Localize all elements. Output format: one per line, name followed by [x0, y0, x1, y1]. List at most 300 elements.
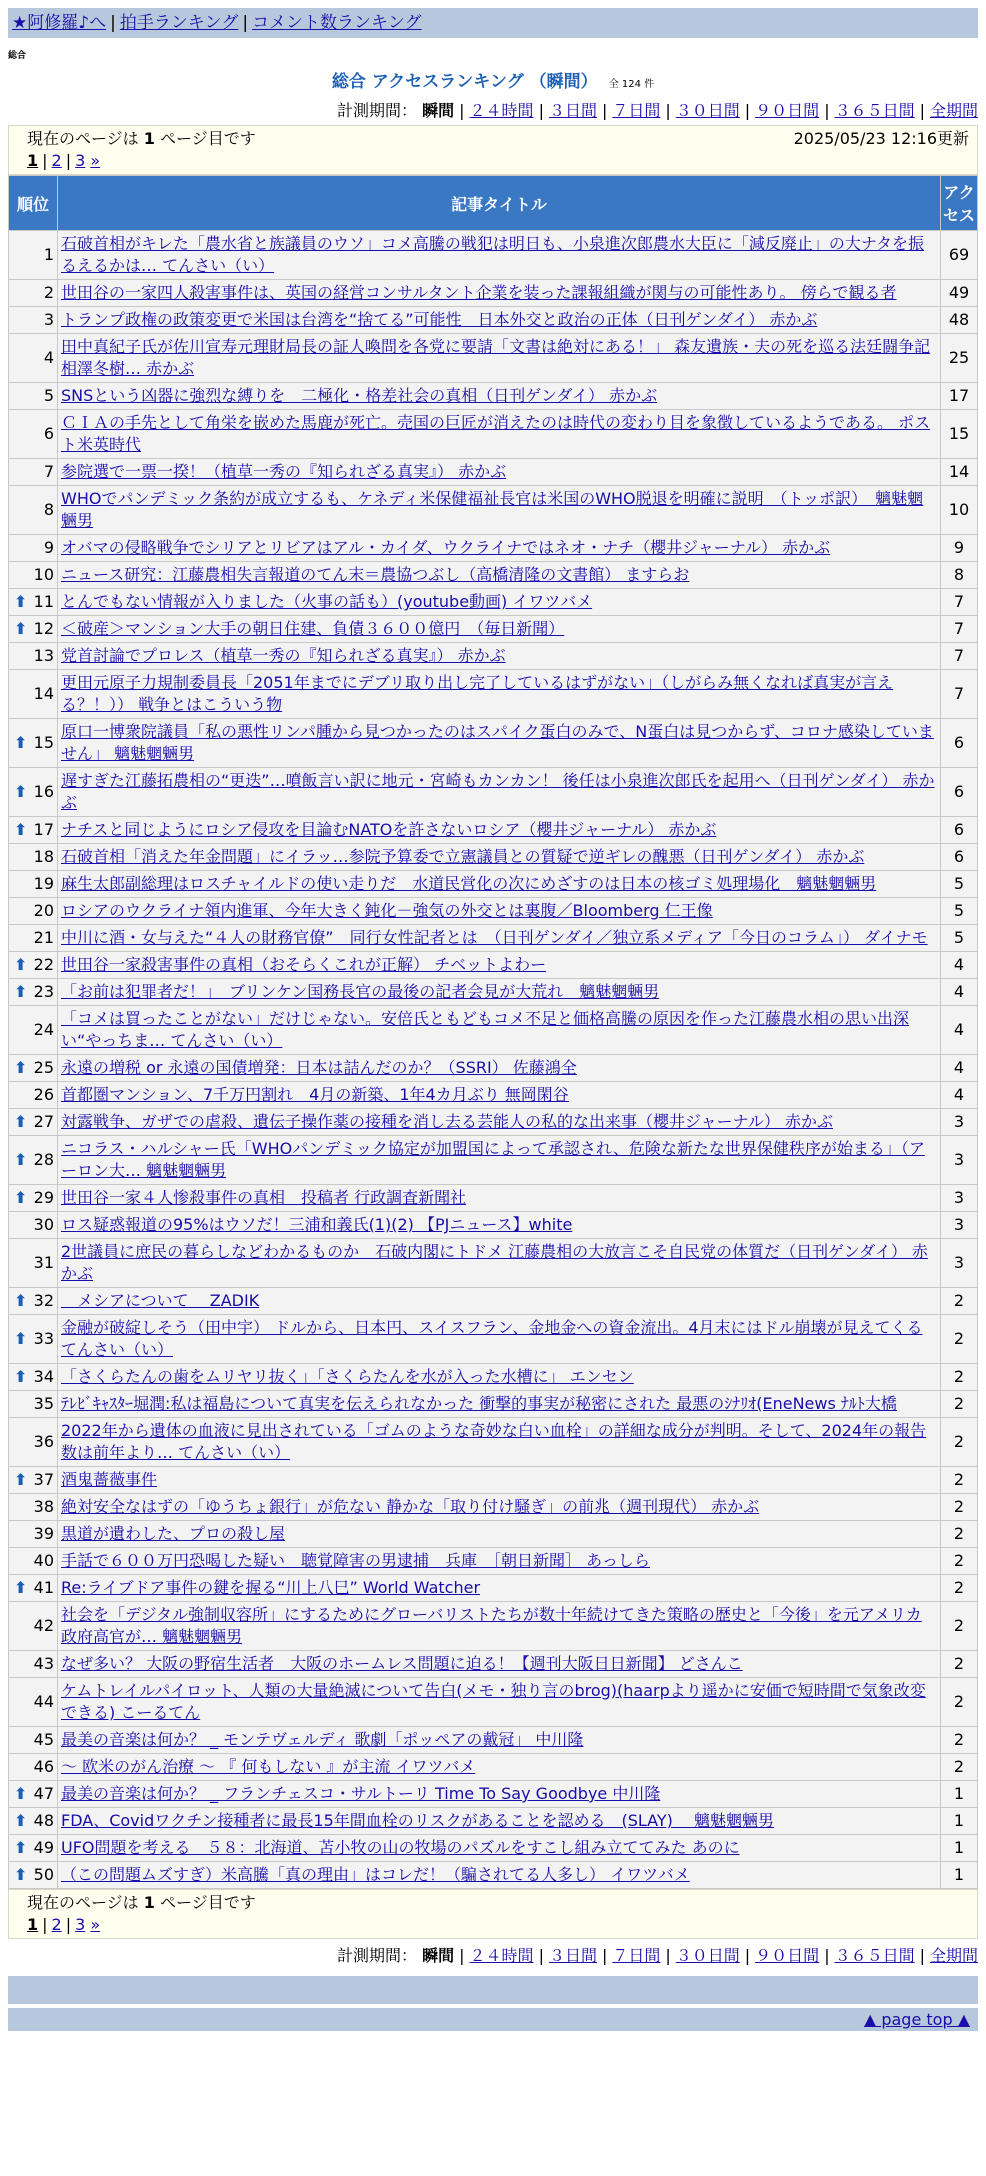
article-title-link[interactable]: 世田谷一家４人惨殺事件の真相 投稿者 行政調査新聞社 [61, 1188, 467, 1207]
title-cell [58, 280, 940, 306]
rank-cell [9, 898, 57, 924]
rank-cell [9, 1212, 57, 1238]
article-title-link[interactable]: 党首討論でプロレス（植草一秀の『知られざる真実』） 赤かぶ [61, 646, 506, 665]
current-page-number: 1 [143, 1893, 155, 1912]
nav-separator: | [110, 13, 116, 33]
access-count: 1 [941, 1862, 977, 1888]
rank-number: 23 [33, 982, 54, 1001]
title-cell [58, 562, 940, 588]
table-row [9, 1467, 977, 1493]
article-title-link[interactable]: ロス疑惑報道の95%はウソだ！三浦和義氏(1)(2) 【PJニュース】white [61, 1215, 573, 1234]
access-count: 7 [941, 643, 977, 669]
rank-cell [9, 410, 57, 458]
article-title-link[interactable]: 首都圏マンション、7千万円割れ 4月の新築、1年4カ月ぶり 無岡閑谷 [61, 1085, 569, 1104]
title-cell [58, 1727, 940, 1753]
article-title-link[interactable]: ナチスと同じようにロシア侵攻を目論むNATOを許さないロシア（櫻井ジャーナル） 赤かぶ [61, 820, 717, 839]
article-title-link[interactable]: オバマの侵略戦争でシリアとリビアはアル・カイダ、ウクライナではネオ・ナチ（櫻井ジャーナル） 赤かぶ [61, 538, 831, 557]
article-title-link[interactable]: 「さくらたんの歯をムリヤリ抜く」「さくらたんを水が入った水槽に」 エンセン [61, 1367, 634, 1386]
rank-cell [9, 535, 57, 561]
bottom-period-option[interactable]: ７日間 [612, 1946, 661, 1965]
title-cell [58, 1862, 940, 1888]
article-title-link[interactable]: 対露戦争、ガザでの虐殺、遺伝子操作薬の接種を消し去る芸能人の私的な出来事（櫻井ジャーナル） 赤かぶ [61, 1112, 833, 1131]
article-title-link[interactable]: 中川に酒・女与えた“４人の財務官僚” 同行女性記者とは （日刊ゲンダイ／独立系メディア「今日のコラム」） ダイナモ [61, 928, 928, 947]
article-title-link[interactable]: ＜破産＞マンション大手の朝日住建、負債３６００億円 （毎日新聞） [61, 619, 565, 638]
table-row [9, 1781, 977, 1807]
period-separator: | [665, 1946, 671, 1965]
article-title-link[interactable]: Re:ライブドア事件の鍵を握る“川上八巳” World Watcher [61, 1578, 481, 1597]
top-navigation [8, 8, 978, 38]
rank-number: 8 [43, 500, 54, 519]
rank-cell [9, 719, 57, 767]
rank-cell [9, 670, 57, 718]
table-row [9, 1136, 977, 1184]
title-cell [58, 1418, 940, 1466]
next-page-link[interactable]: » [90, 1915, 101, 1934]
article-title-link[interactable]: SNSという凶器に強烈な縛りを 二極化・格差社会の真相（日刊ゲンダイ） 赤かぶ [61, 386, 658, 405]
table-row [9, 719, 977, 767]
page-link[interactable]: 2 [51, 1915, 62, 1934]
title-cell [58, 1781, 940, 1807]
table-row [9, 1288, 977, 1314]
access-count: 2 [941, 1602, 977, 1650]
access-count: 2 [941, 1494, 977, 1520]
table-row [9, 1315, 977, 1363]
article-title-link[interactable]: ＣＩＡの手先として角栄を嵌めた馬鹿が死亡。売国の巨匠が消えたのは時代の変わり目を象徴しているようである。 ポスト米英時代 [61, 413, 931, 454]
rank-cell [9, 1136, 57, 1184]
rank-number: 13 [33, 646, 54, 665]
rank-up-arrow-icon: ⬆ [14, 982, 28, 1001]
article-title-link[interactable]: 田中真紀子氏が佐川宣寿元理財局長の証人喚問を各党に要請「文書は絶対にある！」 森友遺族・夫の死を巡る法廷闘争記相澤冬樹… 赤かぶ [61, 337, 931, 378]
title-cell [58, 979, 940, 1005]
rank-cell [9, 1239, 57, 1287]
title-cell [58, 535, 940, 561]
rank-number: 41 [33, 1578, 54, 1597]
rank-up-arrow-icon: ⬆ [14, 619, 28, 638]
access-count: 3 [941, 1239, 977, 1287]
rank-cell [9, 486, 57, 534]
rank-cell [9, 1467, 57, 1493]
access-count: 4 [941, 979, 977, 1005]
table-row [9, 844, 977, 870]
article-title-link[interactable]: UFO問題を考える ５８：北海道、苫小牧の山の牧場のパズルをすこし組み立ててみた あのに [61, 1838, 740, 1857]
access-count: 15 [941, 410, 977, 458]
page-separator: | [42, 1915, 48, 1934]
rank-number: 38 [33, 1497, 54, 1516]
access-count: 2 [941, 1651, 977, 1677]
rank-up-arrow-icon: ⬆ [14, 1811, 28, 1830]
article-title-link[interactable]: 2022年から遺体の血液に見出されている「ゴムのような奇妙な白い血栓」の詳細な成分が判明。そして、2024年の報告数は前年より… てんさい（い） [61, 1421, 927, 1462]
rank-cell [9, 1727, 57, 1753]
nav-separator: | [242, 13, 249, 33]
next-page-link[interactable]: » [90, 151, 101, 170]
article-title-link[interactable]: 社会を「デジタル強制収容所」にするためにグローバリストたちが数十年続けてきた策略の歴史と「今後」を元アメリカ政府高官が… 魑魅魍魎男 [61, 1605, 922, 1646]
table-row [9, 952, 977, 978]
period-current: 瞬間 [422, 101, 455, 120]
title-cell [58, 1808, 940, 1834]
table-row [9, 307, 977, 333]
current-page-text [27, 1892, 256, 1914]
access-count: 17 [941, 383, 977, 409]
title-cell [58, 1109, 940, 1135]
title-cell [58, 1467, 940, 1493]
table-row [9, 1082, 977, 1108]
bottom-period-option[interactable]: ３６５日間 [834, 1946, 915, 1965]
rank-number: 36 [33, 1432, 54, 1451]
page-link[interactable]: 3 [75, 151, 86, 170]
article-title-link[interactable]: 世田谷の一家四人殺害事件は、英国の経営コンサルタント企業を装った課報組織が関与の可能性あり。 傍らで観る者 [61, 283, 897, 302]
access-count: 1 [941, 1808, 977, 1834]
article-title-link[interactable]: 「コメは買ったことがない」だけじゃない。安倍氏ともどもコメ不足と価格高騰の原因を作った江藤農水相の思い出深い“やっちま… てんさい（い） [61, 1009, 910, 1050]
period-separator: | [744, 101, 751, 120]
title-cell [58, 1521, 940, 1547]
access-count: 2 [941, 1727, 977, 1753]
rank-up-arrow-icon: ⬆ [14, 592, 28, 611]
title-cell [58, 1185, 940, 1211]
table-row [9, 1754, 977, 1780]
access-count: 14 [941, 459, 977, 485]
rank-cell [9, 1548, 57, 1574]
bottom-period-option[interactable]: ２４時間 [469, 1946, 534, 1965]
article-title-link[interactable]: 「お前は犯罪者だ！」 ブリンケン国務長官の最後の記者会見が大荒れ 魑魅魍魎男 [61, 982, 660, 1001]
clap-ranking-link[interactable]: 拍手ランキング [119, 13, 239, 33]
table-row [9, 616, 977, 642]
access-count: 3 [941, 1136, 977, 1184]
top-period-option[interactable]: ７日間 [612, 101, 661, 120]
top-period-option[interactable]: ２４時間 [469, 101, 534, 120]
rank-cell [9, 307, 57, 333]
rank-cell [9, 1055, 57, 1081]
article-title-link[interactable]: なぜ多い？ 大阪の野宿生活者 大阪のホームレス問題に迫る！【週刊大阪日日新聞】 どさんこ [61, 1654, 743, 1673]
article-title-link[interactable]: WHOでパンデミック条約が成立するも、ケネディ米保健福祉長官は米国のWHO脱退を明確に説明 （トッポ訳） 魑魅魍魎男 [61, 489, 924, 530]
period-separator: | [459, 1946, 465, 1965]
rank-number: 12 [33, 619, 54, 638]
access-count: 4 [941, 1055, 977, 1081]
table-row [9, 817, 977, 843]
table-row [9, 1109, 977, 1135]
period-separator: | [744, 1946, 751, 1965]
article-title-link[interactable]: ケムトレイルパイロット、人類の大量絶滅について告白(メモ・独り言のbrog)(haarpより遥かに安価で短時間で気象改変できる) こーるてん [61, 1681, 926, 1722]
rank-number: 14 [33, 684, 54, 703]
period-label: 計測期間： [337, 1946, 418, 1965]
rank-cell [9, 643, 57, 669]
access-count: 2 [941, 1288, 977, 1314]
title-cell [58, 1364, 940, 1390]
section-label: 総合 [8, 51, 27, 61]
title-cell [58, 670, 940, 718]
ranking-table [8, 175, 978, 1889]
table-row [9, 383, 977, 409]
article-title-link[interactable]: 酒鬼薔薇事件 [61, 1470, 158, 1489]
rank-number: 7 [43, 462, 54, 481]
rank-number: 18 [33, 847, 54, 866]
rank-cell [9, 589, 57, 615]
article-title-link[interactable]: 世田谷一家殺害事件の真相（おそらくこれが正解） チベットよわー [61, 955, 547, 974]
rank-number: 46 [33, 1757, 54, 1776]
article-title-link[interactable]: 手話で６００万円恐喝した疑い 聴覚障害の男逮捕 兵庫 ［朝日新聞］ あっしら [61, 1551, 650, 1570]
access-count: 2 [941, 1315, 977, 1363]
footer-bar [8, 1976, 978, 2004]
rank-cell [9, 1651, 57, 1677]
rank-up-arrow-icon: ⬆ [14, 1784, 28, 1803]
rank-cell [9, 1862, 57, 1888]
table-row [9, 231, 977, 279]
rank-number: 35 [33, 1394, 54, 1413]
rank-number: 2 [43, 283, 54, 302]
article-title-link[interactable]: 参院選で一票一揆！（植草一秀の『知られざる真実』） 赤かぶ [61, 462, 507, 481]
table-row [9, 1835, 977, 1861]
rank-up-arrow-icon: ⬆ [14, 1367, 28, 1386]
rank-up-arrow-icon: ⬆ [14, 1329, 28, 1348]
top-period-option[interactable]: 全期間 [929, 101, 978, 120]
title-cell [58, 1835, 940, 1861]
rank-number: 11 [33, 592, 54, 611]
rank-number: 3 [43, 310, 54, 329]
article-title-link[interactable]: 麻生太郎副総理はロスチャイルドの使い走りだ 水道民営化の次にめざすのは日本の核ゴミ処理場化 魑魅魍魎男 [61, 874, 877, 893]
access-count: 6 [941, 768, 977, 816]
rank-number: 30 [33, 1215, 54, 1234]
access-count: 69 [941, 231, 977, 279]
current-page-text [27, 128, 256, 150]
access-count: 2 [941, 1391, 977, 1417]
article-title-link[interactable]: 遅すぎた江藤拓農相の“更迭”…噴飯言い訳に地元・宮崎もカンカン！ 後任は小泉進次郎氏を起用へ（日刊ゲンダイ） 赤かぶ [61, 771, 935, 812]
page-separator: | [65, 151, 72, 170]
rank-cell [9, 1754, 57, 1780]
period-separator: | [538, 101, 544, 120]
rank-cell [9, 1808, 57, 1834]
access-count: 6 [941, 844, 977, 870]
title-cell [58, 383, 940, 409]
rank-cell [9, 1678, 57, 1726]
rank-number: 6 [43, 424, 54, 443]
article-title-link[interactable]: （この問題ムズすぎ）米高騰「真の理由」はコレだ！（騙されてる人多し） イワツバメ [61, 1865, 690, 1884]
access-count: 5 [941, 871, 977, 897]
table-row [9, 1364, 977, 1390]
period-separator: | [665, 101, 671, 120]
title-cell [58, 410, 940, 458]
title-cell [58, 1548, 940, 1574]
title-cell [58, 1754, 940, 1780]
rank-cell [9, 1602, 57, 1650]
count-column-header: アクセス [941, 176, 977, 230]
rank-number: 31 [33, 1253, 54, 1272]
table-row [9, 410, 977, 458]
page-top-link[interactable]: ▲ page top ▲ [863, 2010, 970, 2029]
table-row [9, 979, 977, 1005]
page-link[interactable]: 3 [75, 1915, 86, 1934]
page-status-row [27, 1892, 969, 1914]
rank-number: 49 [33, 1838, 54, 1857]
access-count: 3 [941, 1185, 977, 1211]
period-current: 瞬間 [422, 1946, 455, 1965]
rank-up-arrow-icon: ⬆ [14, 1470, 28, 1489]
access-count: 5 [941, 898, 977, 924]
current-page-prefix: 現在のページは [27, 1893, 144, 1912]
rank-cell [9, 844, 57, 870]
article-title-link[interactable]: 絶対安全なはずの「ゆうちょ銀行」が危ない 静かな「取り付け騒ぎ」の前兆（週刊現代） 赤かぶ [61, 1497, 760, 1516]
rank-up-arrow-icon: ⬆ [14, 1150, 28, 1169]
rank-cell [9, 1391, 57, 1417]
article-title-link[interactable]: 石破首相「消えた年金問題」にイラッ…参院予算委で立憲議員との質疑で逆ギレの醜悪（日刊ゲンダイ） 赤かぶ [61, 847, 865, 866]
rank-cell [9, 616, 57, 642]
rank-number: 22 [33, 955, 54, 974]
rank-cell [9, 231, 57, 279]
rank-number: 19 [33, 874, 54, 893]
access-count: 2 [941, 1364, 977, 1390]
article-title-link[interactable]: 原口一博衆院議員「私の悪性リンパ腫から見つかったのはスパイク蛋白のみで、N蛋白は見つからず、コロナ感染していません」 魑魅魍魎男 [61, 722, 934, 763]
table-row [9, 1575, 977, 1601]
total-count: 全 124 件 [608, 79, 655, 90]
article-title-link[interactable]: 永遠の増税 or 永遠の国債増発：日本は詰んだのか？（SSRI） 佐藤鴻全 [61, 1058, 577, 1077]
top-period-option[interactable]: ９０日間 [755, 101, 820, 120]
table-row [9, 871, 977, 897]
rank-cell [9, 925, 57, 951]
page-current: 1 [27, 151, 39, 170]
access-count: 3 [941, 1212, 977, 1238]
rank-cell [9, 1082, 57, 1108]
table-row [9, 1494, 977, 1520]
title-cell [58, 898, 940, 924]
period-separator: | [601, 1946, 608, 1965]
article-title-link[interactable]: ～ 欧米のがん治療 ～ 『 何もしない 』が主流 イワツバメ [61, 1757, 476, 1776]
comment-ranking-link[interactable]: コメント数ランキング [252, 13, 422, 33]
title-cell [58, 1678, 940, 1726]
article-title-link[interactable]: ﾃﾚﾋﾞｷｬｽﾀｰ堀潤:私は福島について真実を伝えられなかった 衝撃的事実が秘密にされた 最悪のｼﾅﾘｵ(EneNews ﾅﾙﾄ大橋 [61, 1394, 897, 1413]
rank-number: 43 [33, 1654, 54, 1673]
article-title-link[interactable]: とんでもない情報が入りました（火事の話も）(youtube動画) イワツバメ [61, 592, 593, 611]
title-cell [58, 1082, 940, 1108]
page-status-row [27, 128, 969, 150]
rank-up-arrow-icon: ⬆ [14, 1112, 28, 1131]
title-cell [58, 1006, 940, 1054]
rank-cell [9, 1364, 57, 1390]
rank-up-arrow-icon: ⬆ [14, 1291, 28, 1310]
rank-number: 5 [43, 386, 54, 405]
rank-cell [9, 1185, 57, 1211]
article-title-link[interactable]: 最美の音楽は何か？ _ フランチェスコ・サルトーリ Time To Say Goodbye 中川隆 [61, 1784, 661, 1803]
updated-timestamp: 2025/05/23 12:16更新 [793, 129, 969, 148]
title-cell [58, 643, 940, 669]
period-separator: | [824, 1946, 830, 1965]
title-cell [58, 817, 940, 843]
rank-up-arrow-icon: ⬆ [14, 1058, 28, 1077]
top-period-option[interactable]: ３０日間 [675, 101, 740, 120]
rank-number: 10 [33, 565, 54, 584]
access-count: 5 [941, 925, 977, 951]
article-title-link[interactable]: ニコラス・ハルシャー氏「WHOパンデミック協定が加盟国によって承認され、危険な新たな世界保健秩序が始まる」（アーロン大… 魑魅魍魎男 [61, 1139, 925, 1180]
title-column-header: 記事タイトル [58, 176, 940, 230]
access-count: 25 [941, 334, 977, 382]
article-title-link[interactable]: FDA、Covidワクチン接種者に最長15年間血栓のリスクがあることを認める (SLAY) 魑魅魍魎男 [61, 1811, 774, 1830]
rank-cell [9, 1835, 57, 1861]
bottom-period-option[interactable]: ９０日間 [755, 1946, 820, 1965]
article-title-link[interactable]: 最美の音楽は何か？ _ モンテヴェルディ 歌劇「ポッペアの戴冠」 中川隆 [61, 1730, 584, 1749]
article-title-link[interactable]: ロシアのウクライナ領内進軍、今年大きく鈍化－強気の外交とは裏腹／Bloomberg 仁王像 [61, 901, 713, 920]
rank-up-arrow-icon: ⬆ [14, 782, 28, 801]
table-row [9, 1651, 977, 1677]
table-row [9, 925, 977, 951]
article-title-link[interactable]: 金融が破綻しそう（田中宇） ドルから、日本円、スイスフラン、金地金への資金流出。4月末にはドル崩壊が見えてくる てんさい（い） [61, 1318, 923, 1359]
rank-cell [9, 1315, 57, 1363]
rank-cell [9, 1288, 57, 1314]
rank-cell [9, 280, 57, 306]
title-cell [58, 1391, 940, 1417]
rank-number: 33 [33, 1329, 54, 1348]
rank-number: 9 [43, 538, 54, 557]
current-page-suffix: ページ目です [154, 129, 256, 148]
page-top-bar [8, 2008, 978, 2031]
page-separator: | [42, 151, 48, 170]
article-title-link[interactable]: 黒道が遺わした、プロの殺し屋 [61, 1524, 286, 1543]
access-count: 2 [941, 1418, 977, 1466]
bottom-period-option[interactable]: ３０日間 [675, 1946, 740, 1965]
article-title-link[interactable]: ニュース研究：江藤農相失言報道のてん末＝農協つぶし（高橋清隆の文書館） ますらお [61, 565, 690, 584]
article-title-link[interactable]: 更田元原子力規制委員長「2051年までにデブリ取り出し完了しているはずがない」（しがらみ無くなれば真実が言える？！）） 戦争とはこういう物 [61, 673, 894, 714]
access-count: 4 [941, 952, 977, 978]
rank-up-arrow-icon: ⬆ [14, 1865, 28, 1884]
rank-up-arrow-icon: ⬆ [14, 1838, 28, 1857]
article-title-link[interactable]: 石破首相がキレた「農水省と族議員のウソ」コメ高騰の戦犯は明日も、小泉進次郎農水大臣に「減反廃止」の大ナタを振るえるかは… てんさい（い） [61, 234, 925, 275]
rank-cell [9, 979, 57, 1005]
rank-cell [9, 1109, 57, 1135]
table-row [9, 1212, 977, 1238]
rank-up-arrow-icon: ⬆ [14, 1578, 28, 1597]
rank-cell [9, 1418, 57, 1466]
rank-cell [9, 334, 57, 382]
rank-cell [9, 817, 57, 843]
rank-number: 24 [33, 1020, 54, 1039]
table-row [9, 670, 977, 718]
title-cell [58, 871, 940, 897]
home-link[interactable]: ★阿修羅♪へ [12, 13, 107, 33]
access-count: 7 [941, 670, 977, 718]
page-title: 総合 アクセスランキング （瞬間） [331, 72, 598, 92]
rank-number: 37 [33, 1470, 54, 1489]
top-period-option[interactable]: ３６５日間 [834, 101, 915, 120]
rank-cell [9, 768, 57, 816]
top-period-option[interactable]: ３日間 [548, 101, 597, 120]
table-row [9, 1548, 977, 1574]
rank-number: 42 [33, 1616, 54, 1635]
rank-number: 40 [33, 1551, 54, 1570]
bottom-period-option[interactable]: 全期間 [929, 1946, 978, 1965]
bottom-period-option[interactable]: ３日間 [548, 1946, 597, 1965]
table-row [9, 1727, 977, 1753]
page-current: 1 [27, 1915, 39, 1934]
title-cell [58, 231, 940, 279]
title-cell [58, 719, 940, 767]
article-title-link[interactable]: 2世議員に庶民の暮らしなどわかるものか 石破内閣にトドメ 江藤農相の大放言こそ自民党の体質だ（日刊ゲンダイ） 赤かぶ [61, 1242, 928, 1283]
title-cell [58, 486, 940, 534]
title-cell [58, 1212, 940, 1238]
access-count: 9 [941, 535, 977, 561]
period-separator: | [601, 101, 608, 120]
title-cell [58, 1055, 940, 1081]
rank-up-arrow-icon: ⬆ [14, 955, 28, 974]
article-title-link[interactable]: トランプ政権の政策変更で米国は台湾を“捨てる”可能性 日本外交と政治の正体（日刊ゲンダイ） 赤かぶ [61, 310, 818, 329]
table-row [9, 1808, 977, 1834]
rank-number: 39 [33, 1524, 54, 1543]
article-title-link[interactable]: メシアについて ZADIK [61, 1291, 260, 1310]
access-count: 2 [941, 1575, 977, 1601]
title-cell [58, 1575, 940, 1601]
rank-number: 15 [33, 733, 54, 752]
pagination-bottom [8, 1889, 978, 1939]
rank-number: 32 [33, 1291, 54, 1310]
rank-up-arrow-icon: ⬆ [14, 733, 28, 752]
page-link[interactable]: 2 [51, 151, 62, 170]
access-count: 1 [941, 1835, 977, 1861]
table-row [9, 768, 977, 816]
